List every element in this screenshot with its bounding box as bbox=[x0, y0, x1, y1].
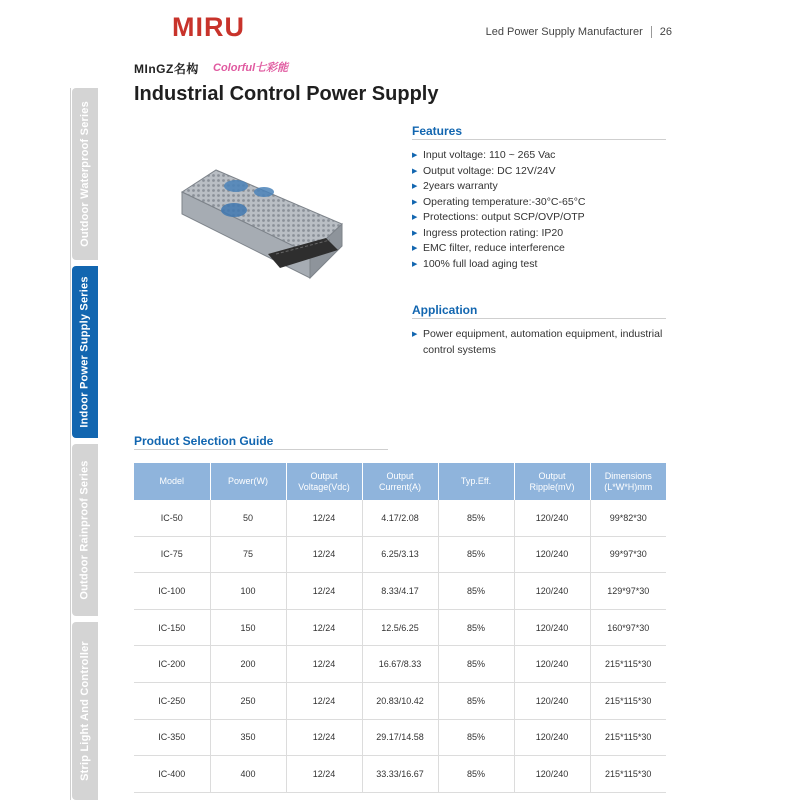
cell-dimensions: 215*115*30 bbox=[590, 756, 666, 793]
cell-voltage: 12/24 bbox=[286, 646, 362, 683]
list-item: ▶ 2years warranty bbox=[412, 179, 666, 195]
colorful-logo-text: Colorful七彩能 bbox=[212, 62, 288, 74]
header-info bbox=[486, 26, 672, 38]
brand-row bbox=[134, 60, 293, 77]
side-tab-label: Outdoor Waterproof Series bbox=[79, 101, 91, 247]
table-header-row bbox=[134, 463, 666, 500]
power-supply-product-image bbox=[176, 158, 346, 289]
column-header-output-voltage: Output Voltage(Vdc) bbox=[286, 463, 362, 500]
cell-efficiency: 85% bbox=[438, 646, 514, 683]
application-heading: Application bbox=[412, 303, 478, 317]
table-row bbox=[134, 756, 666, 793]
cell-ripple: 120/240 bbox=[514, 536, 590, 573]
side-tab-indoor-power-supply[interactable] bbox=[72, 266, 98, 438]
cell-voltage: 12/24 bbox=[286, 719, 362, 756]
header-title: Led Power Supply Manufacturer bbox=[485, 26, 643, 38]
cell-power: 50 bbox=[210, 500, 286, 536]
colorful-brand-logo bbox=[213, 60, 293, 77]
cell-power: 250 bbox=[210, 682, 286, 719]
list-item: ▶ Output voltage: DC 12V/24V bbox=[412, 164, 666, 180]
page-number: 26 bbox=[659, 26, 672, 38]
mingz-brand-logo: MInGZ名构 bbox=[134, 62, 199, 76]
cell-power: 200 bbox=[210, 646, 286, 683]
cell-power: 350 bbox=[210, 719, 286, 756]
cell-model: IC-75 bbox=[134, 536, 210, 573]
table-row bbox=[134, 682, 666, 719]
application-list bbox=[412, 327, 666, 358]
features-divider bbox=[412, 139, 666, 140]
list-item: ▶ Ingress protection rating: IP20 bbox=[412, 226, 666, 242]
cell-voltage: 12/24 bbox=[286, 500, 362, 536]
cell-model: IC-400 bbox=[134, 756, 210, 793]
cell-dimensions: 129*97*30 bbox=[590, 573, 666, 610]
cell-efficiency: 85% bbox=[438, 609, 514, 646]
cell-current: 16.67/8.33 bbox=[362, 646, 438, 683]
cell-efficiency: 85% bbox=[438, 573, 514, 610]
selection-guide-divider bbox=[134, 449, 388, 450]
cell-model: IC-50 bbox=[134, 500, 210, 536]
cell-dimensions: 215*115*30 bbox=[590, 719, 666, 756]
cell-current: 20.83/10.42 bbox=[362, 682, 438, 719]
side-tab-outdoor-rainproof[interactable] bbox=[72, 444, 98, 616]
triangle-bullet-icon: ▶ bbox=[412, 214, 418, 221]
logo-text: MIRU bbox=[172, 12, 245, 40]
cell-ripple: 120/240 bbox=[514, 500, 590, 536]
list-item: ▶ Protections: output SCP/OVP/OTP bbox=[412, 210, 666, 226]
cell-model: IC-200 bbox=[134, 646, 210, 683]
cell-dimensions: 99*82*30 bbox=[590, 500, 666, 536]
features-list bbox=[412, 148, 666, 272]
table-row bbox=[134, 719, 666, 756]
triangle-bullet-icon: ▶ bbox=[412, 167, 418, 175]
cell-current: 29.17/14.58 bbox=[362, 719, 438, 756]
cell-dimensions: 215*115*30 bbox=[590, 682, 666, 719]
application-divider bbox=[412, 318, 666, 319]
table-row bbox=[134, 646, 666, 683]
cell-current: 8.33/4.17 bbox=[362, 573, 438, 610]
cell-power: 75 bbox=[210, 536, 286, 573]
side-tab-strip-light[interactable] bbox=[72, 622, 98, 800]
miru-logo bbox=[172, 12, 254, 45]
list-item: ▶ EMC filter, reduce interference bbox=[412, 241, 666, 257]
triangle-bullet-icon: ▶ bbox=[412, 229, 418, 237]
cell-dimensions: 99*97*30 bbox=[590, 536, 666, 573]
cell-ripple: 120/240 bbox=[514, 573, 590, 610]
column-header-efficiency: Typ.Eff. bbox=[438, 463, 514, 500]
table-row bbox=[134, 609, 666, 646]
column-header-output-current: Output Current(A) bbox=[362, 463, 438, 500]
cell-efficiency: 85% bbox=[438, 500, 514, 536]
cell-voltage: 12/24 bbox=[286, 573, 362, 610]
header-separator bbox=[651, 26, 652, 38]
cell-model: IC-350 bbox=[134, 719, 210, 756]
cell-current: 4.17/2.08 bbox=[362, 500, 438, 536]
cell-efficiency: 85% bbox=[438, 682, 514, 719]
cell-efficiency: 85% bbox=[438, 719, 514, 756]
cell-power: 100 bbox=[210, 573, 286, 610]
cell-voltage: 12/24 bbox=[286, 756, 362, 793]
list-item: ▶ Power equipment, automation equipment, industrial control systems bbox=[412, 328, 663, 356]
table-row bbox=[134, 536, 666, 573]
triangle-bullet-icon: ▶ bbox=[412, 260, 418, 268]
product-selection-table bbox=[134, 463, 666, 793]
cell-current: 6.25/3.13 bbox=[362, 536, 438, 573]
cell-voltage: 12/24 bbox=[286, 536, 362, 573]
cell-model: IC-100 bbox=[134, 573, 210, 610]
cell-ripple: 120/240 bbox=[514, 756, 590, 793]
cell-dimensions: 160*97*30 bbox=[590, 609, 666, 646]
cell-ripple: 120/240 bbox=[514, 719, 590, 756]
column-header-output-ripple: Output Ripple(mV) bbox=[514, 463, 590, 500]
table-row bbox=[134, 573, 666, 610]
triangle-bullet-icon: ▶ bbox=[412, 198, 418, 206]
column-header-model: Model bbox=[134, 463, 210, 500]
side-tab-label: Indoor Power Supply Series bbox=[79, 276, 92, 428]
cell-voltage: 12/24 bbox=[286, 609, 362, 646]
cell-ripple: 120/240 bbox=[514, 646, 590, 683]
column-header-dimensions: Dimensions (L*W*H)mm bbox=[590, 463, 666, 500]
cell-current: 12.5/6.25 bbox=[362, 609, 438, 646]
cell-dimensions: 215*115*30 bbox=[590, 646, 666, 683]
cell-model: IC-250 bbox=[134, 682, 210, 719]
features-heading: Features bbox=[412, 124, 463, 138]
cell-voltage: 12/24 bbox=[286, 682, 362, 719]
list-item: ▶ 100% full load aging test bbox=[412, 257, 666, 273]
triangle-bullet-icon: ▶ bbox=[412, 245, 418, 252]
side-tab-label: Outdoor Rainproof Series bbox=[79, 460, 92, 600]
table-row bbox=[134, 500, 666, 536]
cell-current: 33.33/16.67 bbox=[362, 756, 438, 793]
side-tab-outdoor-waterproof[interactable] bbox=[72, 88, 98, 260]
column-header-power: Power(W) bbox=[210, 463, 286, 500]
cell-model: IC-150 bbox=[134, 609, 210, 646]
cell-efficiency: 85% bbox=[438, 756, 514, 793]
list-item: ▶ Input voltage: 110 ~ 265 Vac bbox=[412, 148, 666, 164]
cell-efficiency: 85% bbox=[438, 536, 514, 573]
left-rail-divider bbox=[70, 88, 71, 800]
list-item: ▶ Operating temperature:-30°C-65°C bbox=[412, 195, 666, 211]
page-title: Industrial Control Power Supply bbox=[134, 83, 439, 105]
triangle-bullet-icon: ▶ bbox=[412, 183, 418, 190]
triangle-bullet-icon: ▶ bbox=[412, 331, 418, 338]
cell-power: 150 bbox=[210, 609, 286, 646]
cell-ripple: 120/240 bbox=[514, 609, 590, 646]
triangle-bullet-icon: ▶ bbox=[412, 152, 418, 159]
cell-ripple: 120/240 bbox=[514, 682, 590, 719]
side-tab-label: Strip Light And Controller bbox=[79, 641, 91, 781]
cell-power: 400 bbox=[210, 756, 286, 793]
selection-guide-heading: Product Selection Guide bbox=[134, 434, 274, 448]
